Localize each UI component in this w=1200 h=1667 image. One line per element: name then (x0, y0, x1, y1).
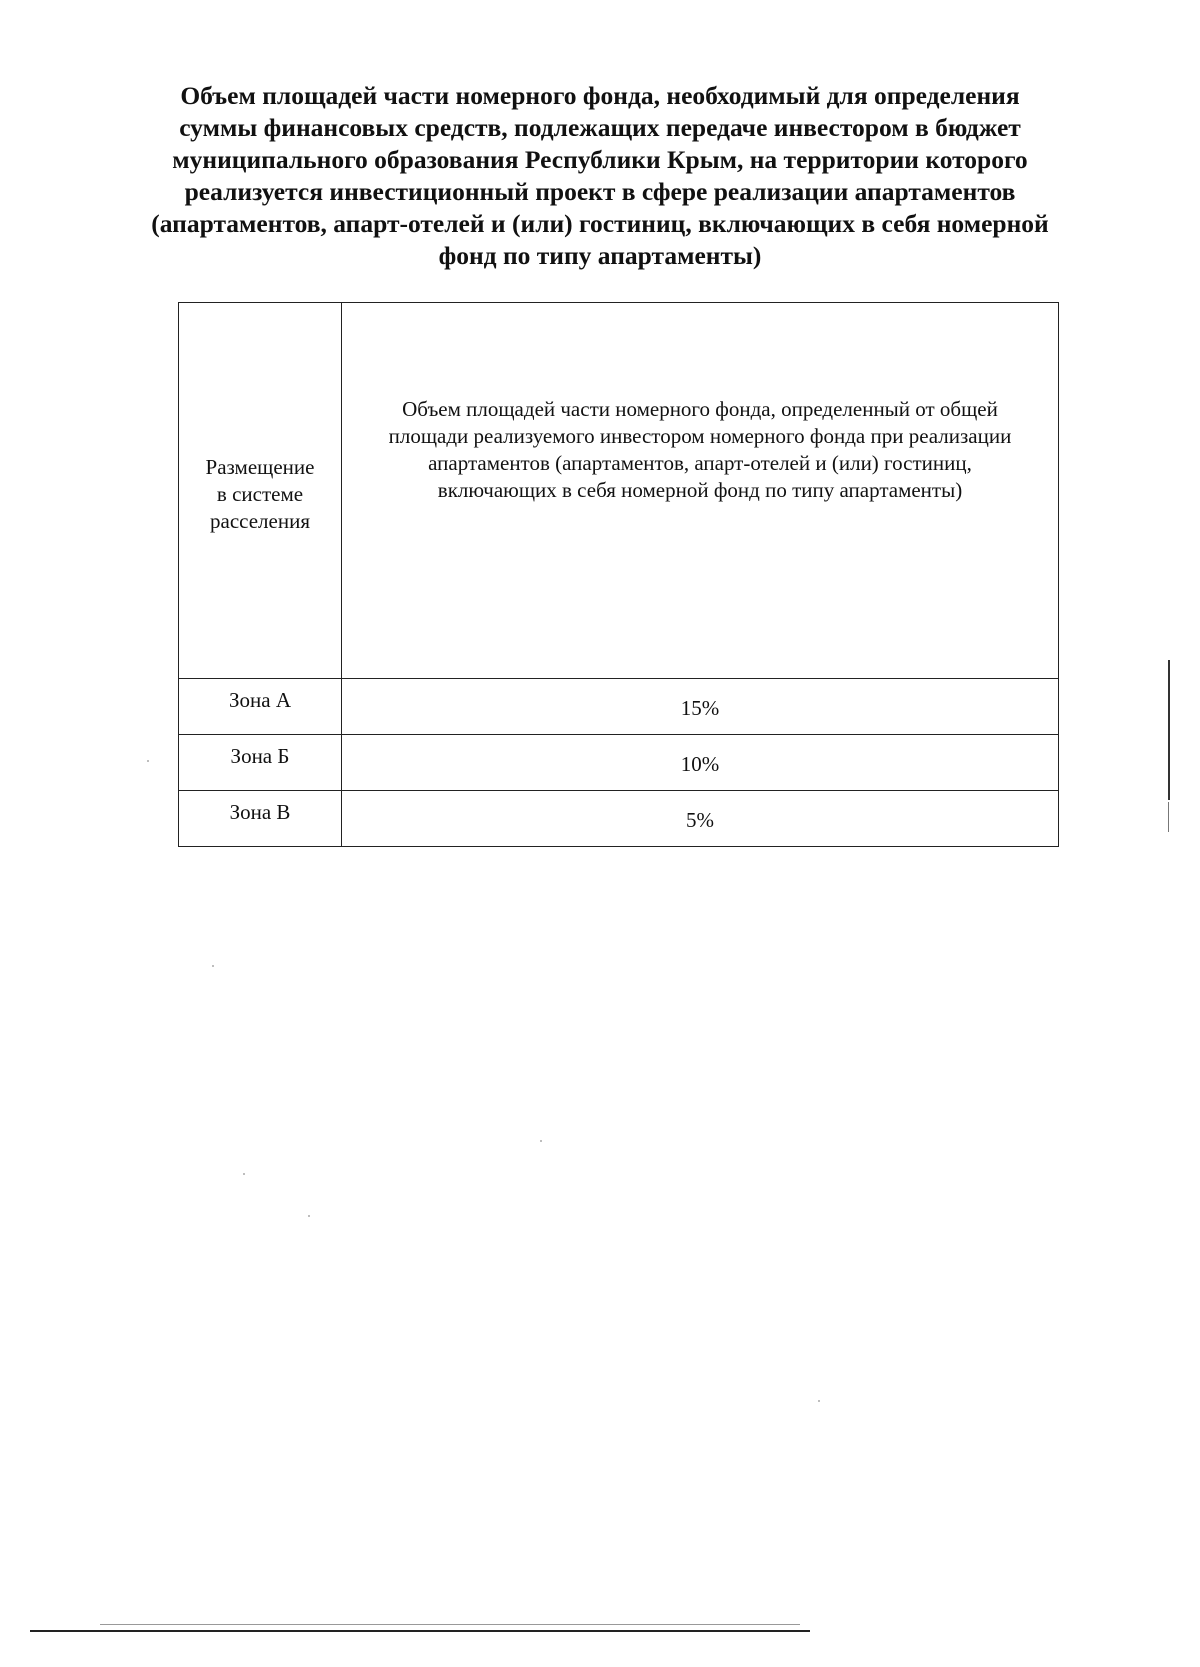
scan-edge-mark (1168, 802, 1169, 832)
title-line: суммы финансовых средств, подлежащих передаче инвестором в бюджет (179, 113, 1021, 142)
header-volume-line: Объем площадей части номерного фонда, определенный от общей (402, 396, 998, 421)
scan-speck (818, 1400, 820, 1402)
header-placement-line: Размещение (205, 455, 315, 479)
scan-speck (308, 1215, 310, 1217)
table-header-row (179, 303, 1059, 679)
value-cell: 5% (342, 791, 1059, 847)
zone-cell: Зона В (179, 791, 342, 847)
scan-edge-mark (1168, 660, 1170, 800)
scan-speck (147, 760, 149, 762)
header-placement-line: в системе (216, 482, 304, 506)
title-line: (апартаментов, апарт-отелей и (или) гостиниц, включающих в себя номерной (151, 209, 1049, 238)
value-cell: 15% (342, 679, 1059, 735)
zone-cell: Зона Б (179, 735, 342, 791)
header-volume-line: включающих в себя номерной фонд по типу апартаменты) (437, 477, 963, 502)
value-cell: 10% (342, 735, 1059, 791)
header-volume-cell (342, 303, 1059, 679)
scan-bottom-line (100, 1624, 800, 1625)
scan-speck (212, 965, 214, 967)
header-volume-line: апартаментов (апартаментов, апарт-отелей и (или) гостиниц, (428, 450, 972, 475)
header-placement-line: расселения (210, 509, 310, 533)
zones-table (178, 302, 1059, 847)
zone-cell: Зона А (179, 679, 342, 735)
table-row (179, 735, 1059, 791)
table-row (179, 791, 1059, 847)
title-line: Объем площадей части номерного фонда, необходимый для определения (180, 81, 1020, 110)
scan-bottom-line (30, 1630, 810, 1632)
title-line: муниципального образования Республики Крым, на территории которого (172, 145, 1028, 174)
scan-speck (540, 1140, 542, 1142)
table-row (179, 679, 1059, 735)
document-title (120, 80, 1080, 272)
title-line: реализуется инвестиционный проект в сфере реализации апартаментов (184, 177, 1016, 206)
header-placement-cell (179, 303, 342, 679)
header-volume-line: площади реализуемого инвестором номерного фонда при реализации (388, 423, 1012, 448)
scan-speck (243, 1173, 245, 1175)
title-line: фонд по типу апартаменты) (438, 241, 762, 270)
